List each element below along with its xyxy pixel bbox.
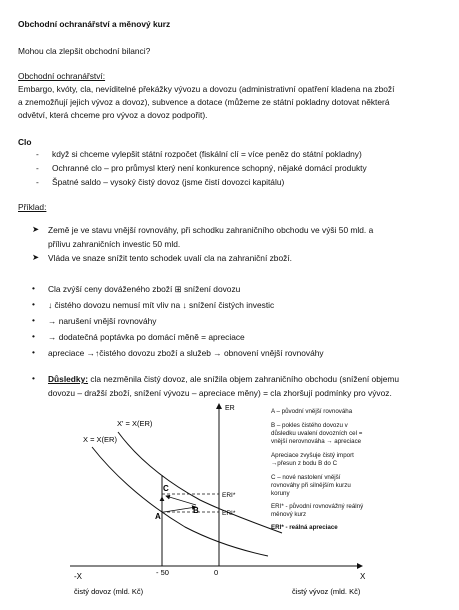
dot-bullet: •: [32, 373, 35, 383]
axis-left-caption: čistý dovoz (mld. Kč): [74, 587, 144, 596]
dash-bullet: -: [36, 177, 39, 187]
legend-b: vnější nerovnováha → apreciace: [271, 438, 362, 445]
legend-er-apreciace: ERI* - reálná apreciace: [271, 524, 338, 531]
effect-item: ↓ čistého dovozu nemusí mít vliv na ↓ snížení čistých investic: [48, 300, 275, 310]
example-item: Vláda ve snaze snížit tento schodek uvalí cla na zahraniční zboží.: [48, 253, 292, 263]
consequence-line: dovozu – dražší zboží, snížení vývozu – apreciace měny) = cla zhoršují podmínky pro vývoz.: [48, 388, 392, 398]
curve-x: [92, 447, 268, 556]
dot-bullet: •: [32, 283, 35, 293]
effect-item: Cla zvýší ceny dováženého zboží ⊞ snížení dovozu: [48, 284, 241, 294]
protect-line: Embargo, kvóty, cla, nevíditelné překážky vývozu a dovozu (administrativní opatření kladena na zboží: [18, 84, 395, 94]
arrow-bullet-icon: ➤: [32, 224, 40, 234]
level-label-lower: ERI*: [222, 510, 236, 517]
protect-heading: Obchodní ochranářství:: [18, 71, 106, 81]
point-a: A: [155, 512, 161, 521]
arrow-b-c: [166, 496, 196, 505]
clo-heading: Clo: [18, 137, 32, 147]
legend-b: B – pokles čistého dovozu v: [271, 422, 348, 429]
legend-er: ERI* - původní rovnovážný reálný: [271, 503, 364, 510]
dot-bullet: •: [32, 299, 35, 309]
consequence-text: cla nezměnila čistý dovoz, ale snížila objem zahraničního obchodu (snížení objemu: [88, 374, 400, 384]
y-axis-label: ER: [225, 405, 235, 412]
protect-line: a znemožňují jejich vývoz a dovoz), subvence a dotace (můžeme ze státní pokladny dotovat některá: [18, 97, 390, 107]
legend-er: měnový kurz: [271, 511, 307, 518]
clo-item: když si chceme vylepšit státní rozpočet (fiskální clí = více peněz do státní pokladny): [52, 149, 362, 159]
legend-a: A – původní vnější rovnováha: [271, 408, 353, 415]
clo-item: Špatné saldo – vysoký čistý dovoz (jsme čistí dovozci kapitálu): [52, 177, 285, 187]
legend-c: koruny: [271, 490, 290, 497]
tick-minus50: - 50: [156, 568, 169, 577]
dash-bullet: -: [36, 163, 39, 173]
x-axis-label: X: [360, 572, 366, 581]
tick-zero: 0: [214, 568, 219, 577]
effect-item: apreciace →↑čistého dovozu zboží a služeb → obnovení vnější rovnováhy: [48, 348, 324, 358]
neg-x-axis-label: -X: [74, 572, 82, 581]
legend-b: důsledku uvalení dovozních cel =: [271, 430, 363, 437]
consequence-label: Důsledky:: [48, 374, 89, 384]
clo-item: Ochranné clo – pro průmysl který není konkurence schopný, nějaké domácí produkty: [52, 163, 367, 173]
dash-bullet: -: [36, 149, 39, 159]
dot-bullet: •: [32, 331, 35, 341]
point-b: B: [193, 506, 199, 515]
curve-x-label: X = X(ER): [83, 435, 117, 444]
legend-c: C – nové nastolení vnější: [271, 474, 341, 481]
example-item: přílivu zahraničních investic 50 mld.: [48, 239, 181, 249]
curve-x-prime-label: X' = X(ER): [117, 419, 153, 428]
page-title: Obchodní ochranářství a měnový kurz: [18, 19, 171, 29]
effect-item: → narušení vnější rovnováhy: [48, 316, 157, 326]
dot-bullet: •: [32, 347, 35, 357]
dot-bullet: •: [32, 315, 35, 325]
protect-line: odvětví, která chceme pro vývoz a dovoz podpořit).: [18, 110, 208, 120]
arrow-a-b: [164, 507, 196, 512]
question-text: Mohou cla zlepšit obchodní bilanci?: [18, 46, 151, 56]
example-heading: Příklad:: [18, 202, 47, 212]
effect-item: → dodatečná poptávka po domácí měně = apreciace: [48, 332, 245, 342]
example-item: Země je ve stavu vnější rovnováhy, při schodku zahraničního obchodu ve výši 50 mld. a: [48, 225, 374, 235]
point-c: C: [163, 484, 169, 493]
legend-apreciace: →přesun z bodu B do C: [271, 460, 338, 467]
axis-right-caption: čistý vývoz (mld. Kč): [292, 587, 361, 596]
legend-c: rovnováhy při silnějším kurzu: [271, 482, 351, 489]
curve-x-prime: [118, 432, 282, 533]
arrow-bullet-icon: ➤: [32, 252, 40, 262]
level-label-upper: ERI*: [222, 492, 236, 499]
legend-apreciace: Apreciace zvyšuje čistý import: [271, 452, 354, 459]
